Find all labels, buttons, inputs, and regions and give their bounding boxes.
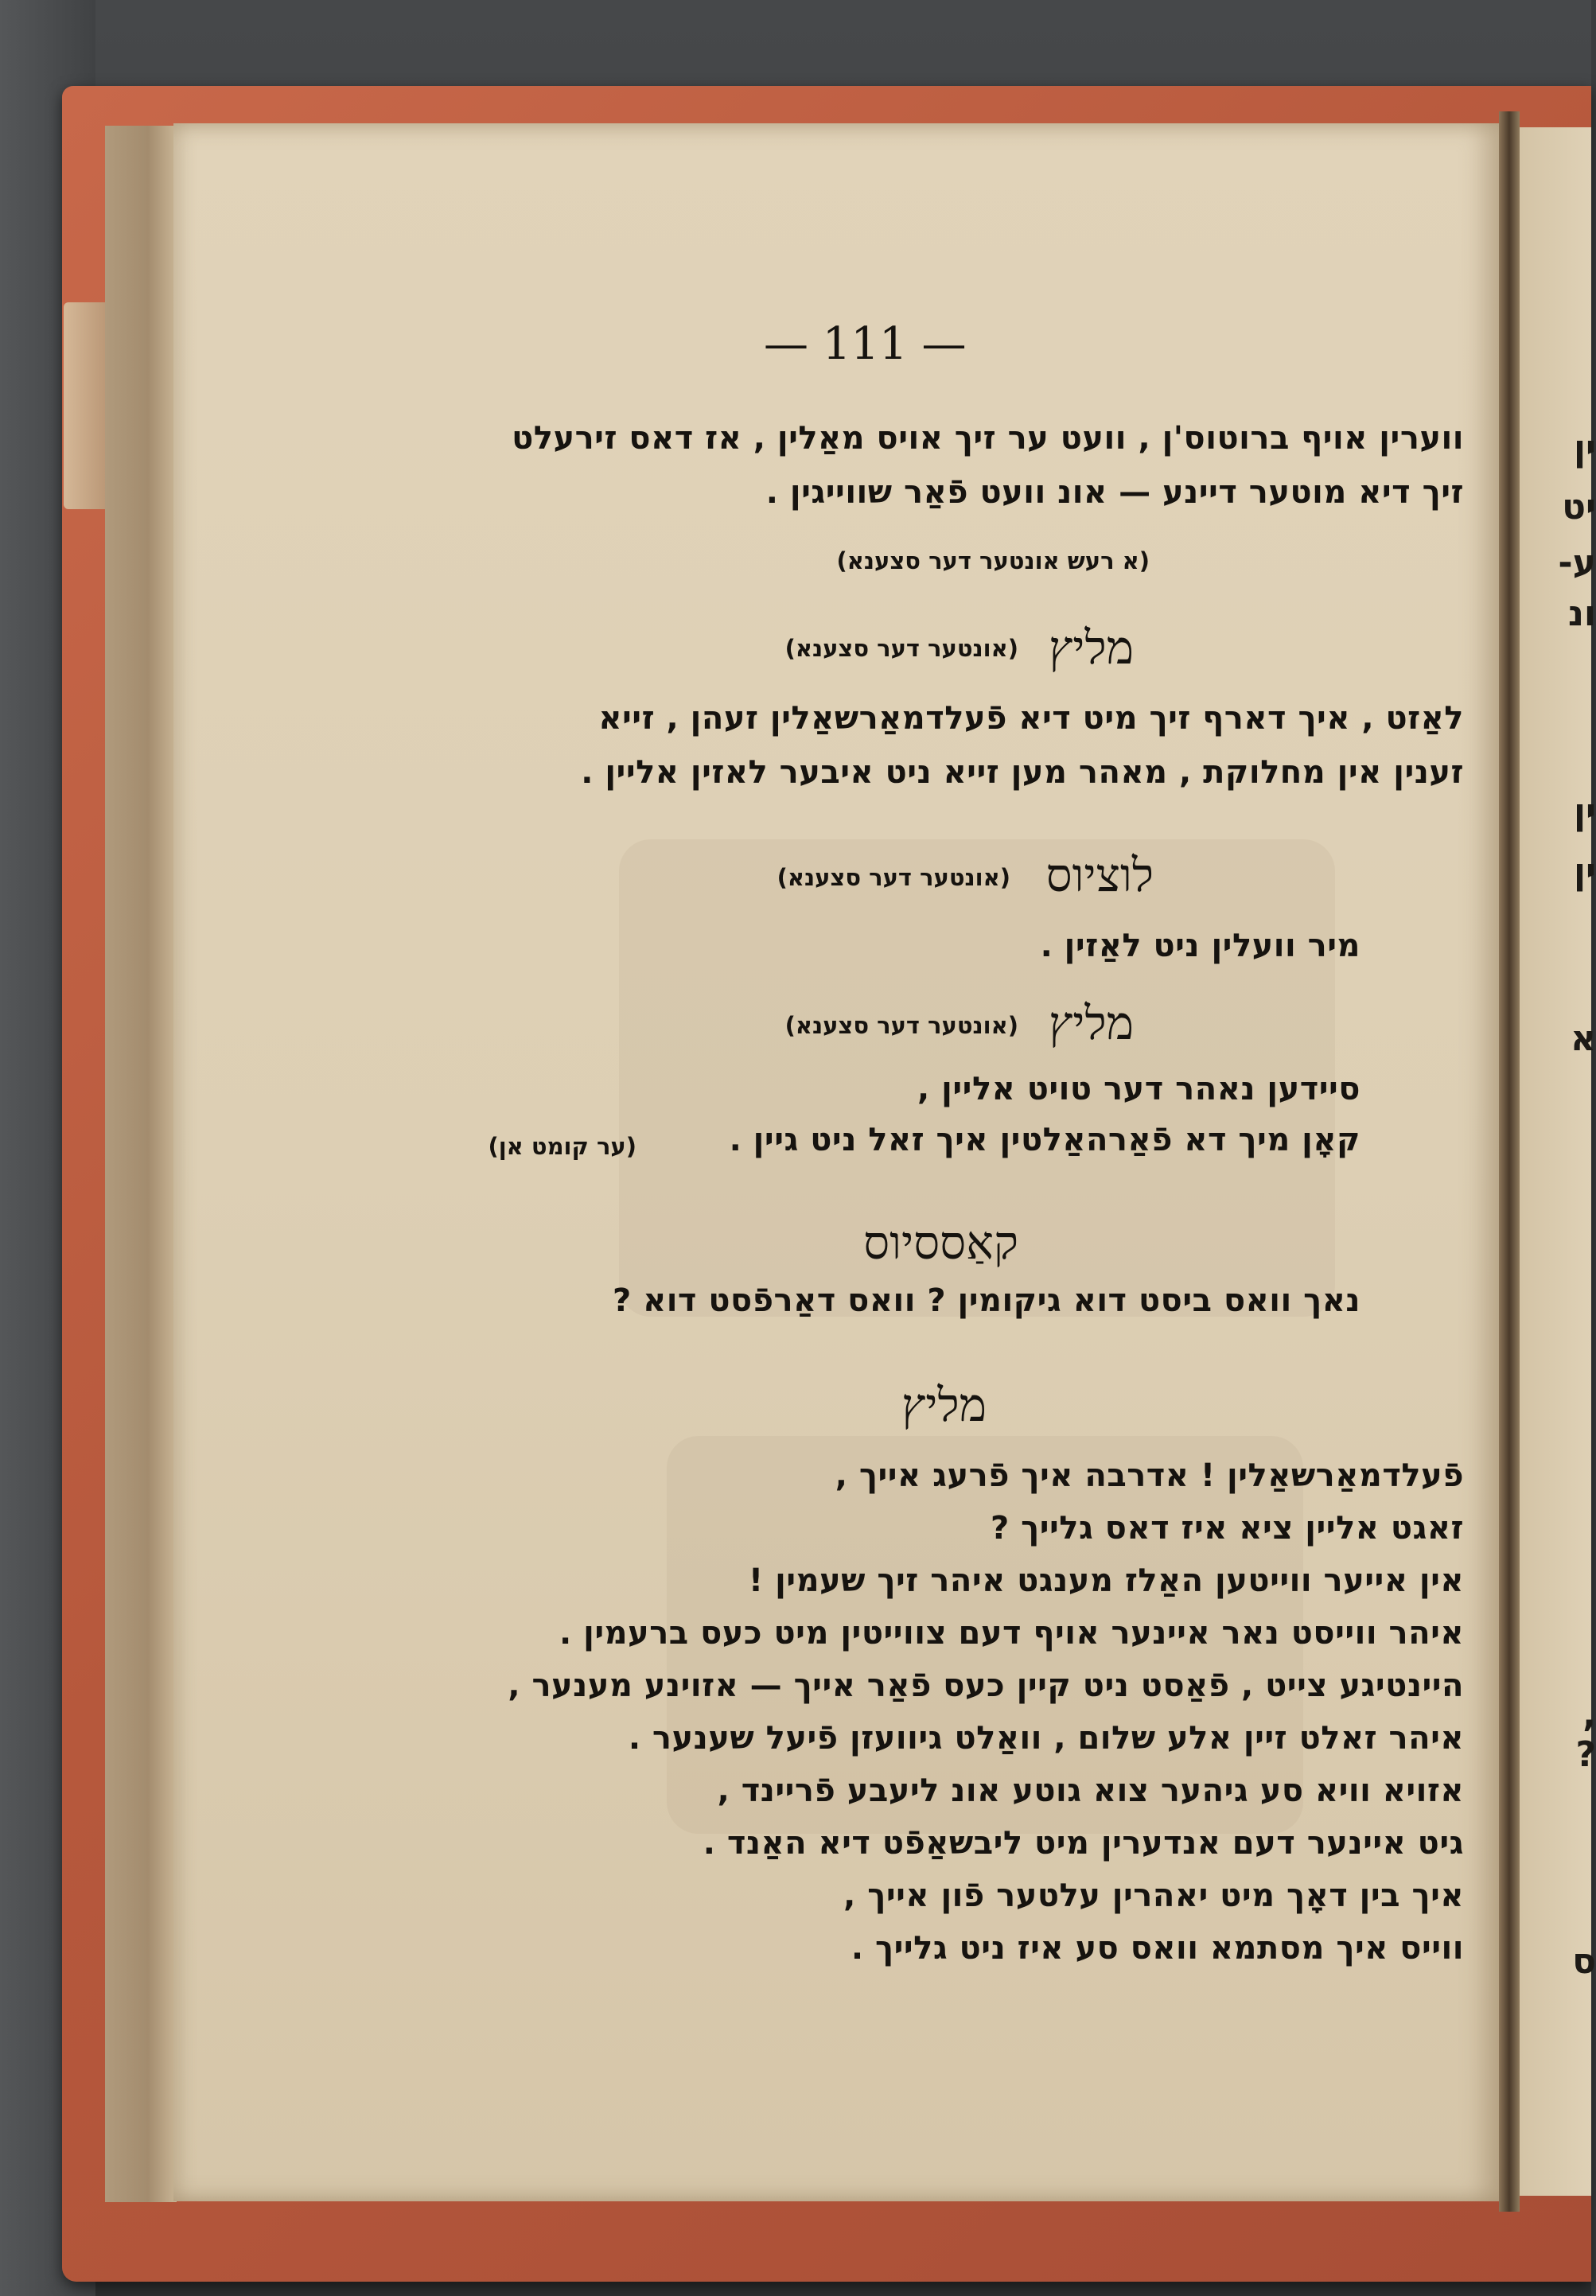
facing-page-fragment: ין xyxy=(1573,792,1596,832)
facing-page-fragment: ונ xyxy=(1567,593,1596,634)
text-line: אזויא וויא סע גיהער צוא גוטע אונ ליעבע פֿריינד , xyxy=(717,1773,1464,1809)
facing-page-fragment: ין xyxy=(1573,428,1596,469)
stage-direction: (ער קומט אן) xyxy=(488,1133,636,1160)
stage-direction: (אונטער דער סצענא) xyxy=(777,864,1010,891)
text-line: זענין אין מחלוקת , מאהר מען זייא ניט איבער לאזין אליין . xyxy=(581,754,1464,791)
stage-direction: (אונטער דער סצענא) xyxy=(784,1012,1018,1039)
book-gutter xyxy=(1499,111,1520,2212)
facing-page-fragment: , xyxy=(1582,1695,1596,1735)
stage-direction: (א רעש אונטער דער סצענא) xyxy=(836,547,1150,574)
text-line: זיך דיא מוטער דיינע — אונ וועט פֿאַר שווייגין . xyxy=(765,474,1464,511)
text-line: פֿעלדמאַרשאַלין ! אדרבה איך פֿרעג אייך , xyxy=(835,1457,1464,1494)
facing-page-fragment: ע- xyxy=(1558,543,1596,583)
text-line: איהר זאלט זיין אלע שלום , וואַלט גיוועזן פֿיעל שענער . xyxy=(628,1720,1464,1757)
text-line: נאך וואס ביסט דוא גיקומין ? וואס דאַרפֿסט דוא ? xyxy=(612,1282,1360,1319)
text-line: מיר וועלין ניט לאַזין . xyxy=(1040,928,1360,964)
text-line: איהר ווייסט נאר איינער אויף דעם צווייטין מיט כעס ברעמין . xyxy=(559,1615,1464,1652)
speaker-name: מליץ xyxy=(901,1378,987,1432)
cover-wear-patch xyxy=(64,302,111,509)
text-line: אין אייער ווייטען האַלז מענגט איהר זיך שעמין ! xyxy=(748,1562,1464,1599)
speaker-name: לוציוס xyxy=(1045,848,1154,902)
text-line: ווייס איך מסתמא וואס סע איז ניט גלייך . xyxy=(851,1930,1464,1967)
text-line: סיידען נאהר דער טויט אליין , xyxy=(917,1071,1360,1107)
speaker-name: מליץ xyxy=(1049,621,1134,675)
text-line: ווערין אויף ברוטוס'ן , וועט ער זיך אויס מאַלין , אז דאס זירעלט xyxy=(512,420,1464,457)
facing-page-fragment: ס xyxy=(1572,1941,1596,1982)
facing-page-fragment: ין xyxy=(1573,851,1596,892)
facing-page-fragment: א xyxy=(1570,1018,1596,1059)
speaker-name: קאַססיוס xyxy=(863,1216,1018,1270)
page-block-edge xyxy=(105,126,177,2202)
text-line: איך בין דאָך מיט יאהרין עלטער פֿון אייך , xyxy=(843,1878,1464,1914)
text-line: לאַזט , איך דארף זיך מיט דיא פֿעלדמאַרשאַלין זעהן , זייא xyxy=(598,700,1464,737)
text-line: היינטיגע צייט , פֿאַסט ניט קיין כעס פֿאַר אייך — אזוינע מענער , xyxy=(508,1668,1464,1704)
speaker-name: מליץ xyxy=(1049,996,1134,1050)
stage-direction: (אונטער דער סצענא) xyxy=(784,635,1018,662)
text-line: זאגט אליין ציא איז דאס גלייך ? xyxy=(990,1510,1464,1547)
facing-page-fragment: יט xyxy=(1562,487,1596,527)
page-number: — 111 — xyxy=(764,318,967,370)
text-line: קאָן מיך דא פֿאַרהאַלטין איך זאל ניט גיין . xyxy=(729,1122,1360,1158)
text-line: גיט איינער דעם אנדערין מיט ליבשאַפֿט דיא האַנד . xyxy=(703,1825,1464,1862)
facing-page-fragment: ? xyxy=(1575,1734,1596,1775)
facing-page xyxy=(1520,127,1596,2196)
